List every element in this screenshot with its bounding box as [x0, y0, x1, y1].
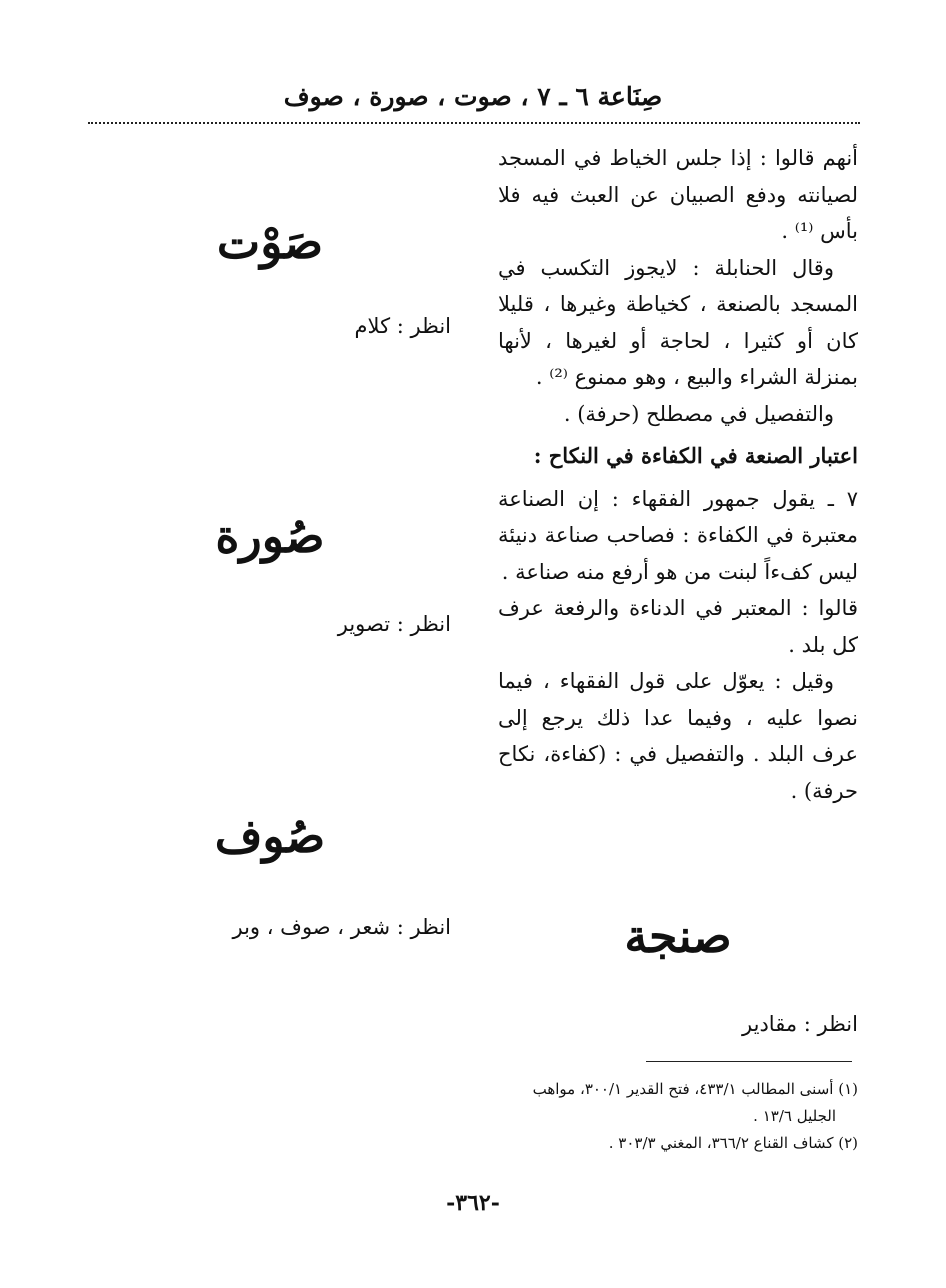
page-number: -٣٦٢-	[446, 1190, 500, 1216]
footnote-1-continued: الجليل ١٣/٦ .	[753, 1107, 836, 1125]
paragraph-5: قالوا : المعتبر في الدناءة والرفعة عرف كل بلد .	[498, 596, 858, 657]
paragraph-2: وقال الحنابلة : لايجوز التكسب في المسجد بالصنعة ، كخياطة وغيرها ، قليلا كان أو كثيرا ، لحاجة أو لغيرها ، لأنها بمنزلة الشراء والبيع ، وهو ممنوع ⁽²⁾ .	[498, 255, 858, 389]
entry-title-sawt: صَوْت	[216, 215, 324, 269]
header-dotted-rule	[88, 122, 860, 124]
footnotes	[478, 1076, 858, 1157]
paragraph-1: أنهم قالوا : إذا جلس الخياط في المسجد لصيانته ودفع الصبيان عن العبث فيه فلا بأس ⁽¹⁾ .	[498, 146, 858, 243]
entry-see-sanja: انظر : مقادير	[742, 1012, 858, 1036]
entry-see-sura: انظر : تصوير	[337, 612, 451, 636]
main-text-column	[498, 140, 858, 809]
entry-title-sanja: صنجة	[624, 909, 732, 963]
entry-title-suf: صُوف	[214, 809, 326, 863]
entry-title-sura: صُورة	[215, 509, 325, 563]
paragraph-6: وقيل : يعوّل على قول الفقهاء ، فيما نصوا عليه ، وفيما عدا ذلك يرجع إلى عرف البلد . والتفصيل في : (كفاءة، نكاح حرفة) .	[498, 669, 858, 803]
paragraph-3: والتفصيل في مصطلح (حرفة) .	[563, 401, 834, 426]
entry-see-sawt: انظر : كلام	[354, 314, 451, 338]
entry-see-suf: انظر : شعر ، صوف ، وبر	[232, 915, 451, 939]
paragraph-4: ٧ ـ يقول جمهور الفقهاء : إن الصناعة معتبرة في الكفاءة : فصاحب صناعة دنيئة ليس كفءاً لبنت من هو أرفع منه صناعة .	[498, 486, 858, 584]
footnote-rule	[646, 1061, 852, 1062]
section-heading: اعتبار الصنعة في الكفاءة في النكاح :	[533, 443, 858, 468]
footnote-1: (١) أسنى المطالب ٤٣٣/١، فتح القدير ٣٠٠/١، مواهب	[532, 1080, 858, 1098]
footnote-2: (٢) كشاف القناع ٣٦٦/٢، المغني ٣٠٣/٣ .	[608, 1134, 858, 1152]
page-header: صِنَاعة ٦ ـ ٧ ، صوت ، صورة ، صوف	[283, 82, 663, 111]
